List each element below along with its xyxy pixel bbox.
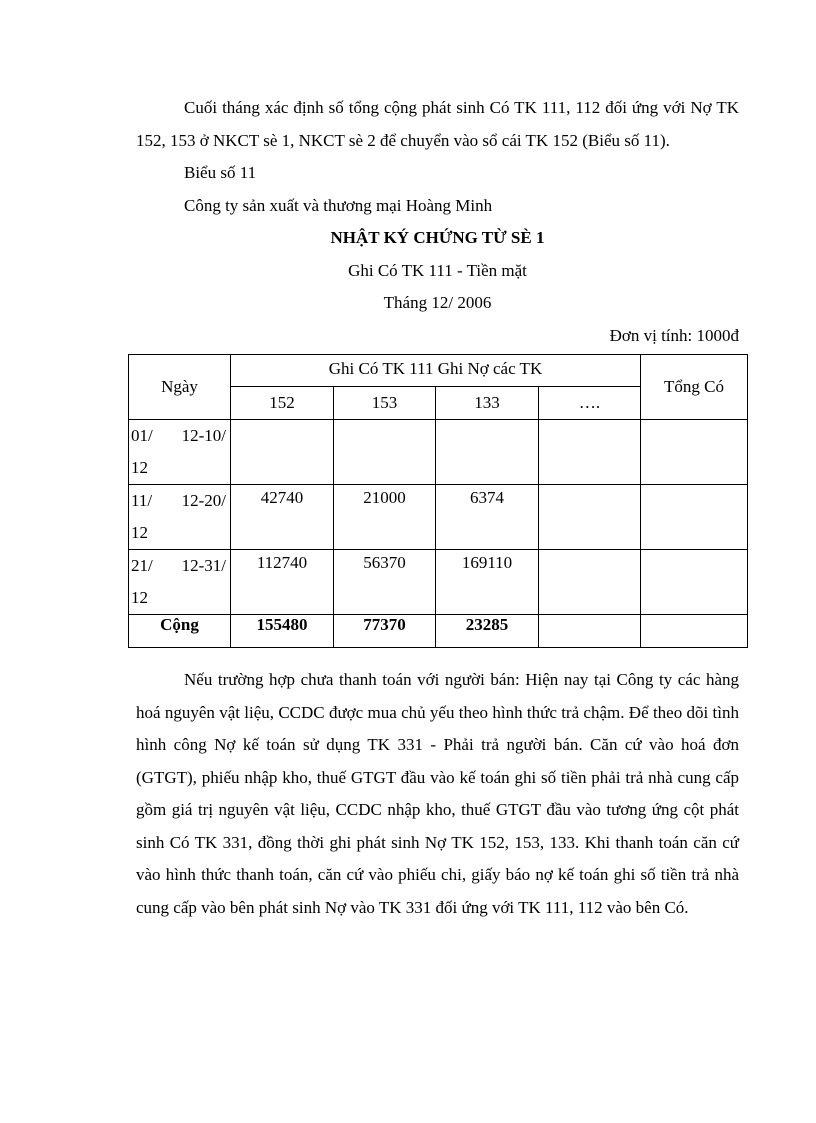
date-month: 12 — [131, 588, 148, 607]
header-total: Tổng Có — [641, 355, 748, 420]
date-start: 11/ — [131, 491, 153, 510]
cell-153 — [334, 420, 436, 485]
sum-152: 155480 — [231, 615, 334, 648]
date-start: 21/ — [131, 556, 153, 575]
cell-total — [641, 550, 748, 615]
cell-total — [641, 485, 748, 550]
cell-153: 56370 — [334, 550, 436, 615]
header-col-133: 133 — [436, 387, 539, 420]
row-date — [129, 550, 231, 615]
sum-133: 23285 — [436, 615, 539, 648]
table-row — [129, 420, 748, 485]
journal-table — [128, 354, 748, 648]
closing-paragraph: Nếu trường hợp chưa thanh toán với người bán: Hiện nay tại Công ty các hàng hoá nguyên vật liệu, CCDC được mua chủ yếu theo hình thức trả chậm. Để theo dõi tình hình công Nợ kế toán sử dụng TK 331 - Phải trả người bán. Căn cứ vào hoá đơn (GTGT), phiếu nhập kho, thuế GTGT đầu vào kế toán ghi số tiền phải trả nhà cung cấp gồm giá trị nguyên vật liệu, CCDC nhập kho, thuế GTGT đầu vào tương ứng cột phát sinh Có TK 331, đồng thời ghi phát sinh Nợ TK 152, 153, 133. Khi thanh toán căn cứ vào hình thức thanh toán, căn cứ vào phiếu chi, giấy báo nợ kế toán ghi số tiền trả nhà cung cấp vào bên phát sinh Nợ vào TK 331 đối ứng với TK 111, 112 vào bên Có. — [136, 670, 739, 917]
row-date — [129, 485, 231, 550]
date-month: 12 — [131, 523, 148, 542]
date-month: 12 — [131, 458, 148, 477]
cell-other — [539, 550, 641, 615]
date-end: 12-10/ — [181, 426, 226, 445]
document-page — [131, 92, 739, 924]
date-end: 12-31/ — [181, 556, 226, 575]
table-row — [129, 485, 748, 550]
sum-153: 77370 — [334, 615, 436, 648]
journal-subtitle: Ghi Có TK 111 - Tiền mặt — [348, 260, 527, 280]
total-row — [129, 615, 748, 648]
date-end: 12-20/ — [181, 491, 226, 510]
sum-other — [539, 615, 641, 648]
cell-152: 42740 — [231, 485, 334, 550]
cell-133: 169110 — [436, 550, 539, 615]
header-col-other: …. — [539, 387, 641, 420]
cell-other — [539, 420, 641, 485]
header-col-153: 153 — [334, 387, 436, 420]
cell-153: 21000 — [334, 485, 436, 550]
cell-152 — [231, 420, 334, 485]
journal-title: NHẬT KÝ CHỨNG TỪ SÈ 1 — [330, 228, 545, 247]
header-date: Ngày — [129, 355, 231, 420]
cell-152: 112740 — [231, 550, 334, 615]
unit-label: Đơn vị tính: 1000đ — [609, 325, 739, 345]
sum-total — [641, 615, 748, 648]
row-date — [129, 420, 231, 485]
intro-paragraph: Cuối tháng xác định số tổng cộng phát sinh Có TK 111, 112 đối ứng với Nợ TK 152, 153 ở NKCT sè 1, NKCT sè 2 để chuyển vào sổ cái TK 152 (Biểu số 11). — [136, 98, 739, 150]
sum-label: Cộng — [129, 615, 231, 648]
journal-period: Tháng 12/ 2006 — [383, 293, 492, 312]
header-col-152: 152 — [231, 387, 334, 420]
cell-total — [641, 420, 748, 485]
form-label: Biểu số 11 — [184, 163, 257, 182]
cell-133 — [436, 420, 539, 485]
date-start: 01/ — [131, 426, 153, 445]
table-row — [129, 550, 748, 615]
company-name: Công ty sản xuất và thương mại Hoàng Minh — [184, 195, 493, 215]
header-group: Ghi Có TK 111 Ghi Nợ các TK — [231, 355, 641, 387]
cell-133: 6374 — [436, 485, 539, 550]
cell-other — [539, 485, 641, 550]
